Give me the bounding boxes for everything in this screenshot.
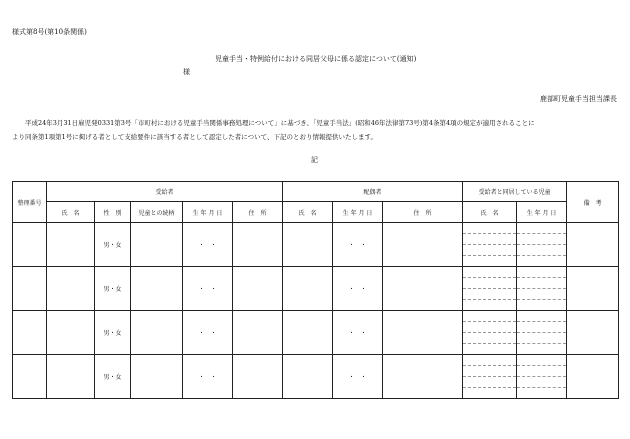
body-text-line-1: 平成24年3月31日雇児発0331第3号「市町村における児童手当関係事務処理について」に基づき、「児童手当法」(昭和46年法律第73号)第4条第4項の規定が適用されることに (25, 119, 535, 127)
child-name-cell[interactable] (463, 322, 517, 333)
recipient-sex-cell[interactable]: 男・女 (95, 355, 131, 399)
table-row (13, 311, 619, 322)
child-name-cell[interactable] (463, 355, 517, 366)
spouse-address-cell[interactable] (383, 311, 463, 355)
child-name-cell[interactable] (463, 300, 517, 311)
recipient-relation-cell[interactable] (131, 311, 183, 355)
sender-name: 鹿部町児童手当担当課長 (540, 95, 617, 103)
child-name-cell[interactable] (463, 267, 517, 278)
recipient-relation-cell[interactable] (131, 267, 183, 311)
spouse-name-cell[interactable] (283, 355, 333, 399)
child-name-cell[interactable] (463, 289, 517, 300)
child-birth-cell[interactable] (517, 256, 567, 267)
serial-cell[interactable] (13, 355, 47, 399)
form-number-label: 様式第8号(第10条関係) (12, 28, 87, 36)
child-name-cell[interactable] (463, 333, 517, 344)
recipient-name-cell[interactable] (47, 223, 95, 267)
recipient-relation-cell[interactable] (131, 355, 183, 399)
child-birth-cell[interactable] (517, 267, 567, 278)
child-name-header: 氏 名 (463, 202, 517, 223)
child-header: 受給者と同居している児童 (463, 182, 567, 202)
child-birth-cell[interactable] (517, 355, 567, 366)
child-birth-cell[interactable] (517, 333, 567, 344)
recipient-address-cell[interactable] (233, 355, 283, 399)
child-name-cell[interactable] (463, 366, 517, 377)
remarks-cell[interactable] (567, 311, 619, 355)
spouse-address-cell[interactable] (383, 355, 463, 399)
recipient-sex-cell[interactable]: 男・女 (95, 267, 131, 311)
child-name-cell[interactable] (463, 344, 517, 355)
recipient-birth-cell[interactable]: ・ ・ (183, 311, 233, 355)
child-birth-cell[interactable] (517, 366, 567, 377)
child-name-cell[interactable] (463, 377, 517, 388)
recipient-sex-cell[interactable]: 男・女 (95, 223, 131, 267)
child-name-cell[interactable] (463, 256, 517, 267)
child-birth-cell[interactable] (517, 388, 567, 399)
spouse-name-cell[interactable] (283, 223, 333, 267)
child-name-cell[interactable] (463, 388, 517, 399)
child-name-cell[interactable] (463, 234, 517, 245)
spouse-birth-header: 生 年 月 日 (333, 202, 383, 223)
child-birth-cell[interactable] (517, 278, 567, 289)
spouse-birth-cell[interactable]: ・ ・ (333, 267, 383, 311)
recipient-name-header: 氏 名 (47, 202, 95, 223)
remarks-cell[interactable] (567, 355, 619, 399)
child-birth-cell[interactable] (517, 289, 567, 300)
recipient-address-cell[interactable] (233, 311, 283, 355)
child-birth-header: 生 年 月 日 (517, 202, 567, 223)
child-name-cell[interactable] (463, 278, 517, 289)
remarks-header: 備 考 (567, 182, 619, 223)
recipient-birth-cell[interactable]: ・ ・ (183, 267, 233, 311)
recipient-address-header: 住 所 (233, 202, 283, 223)
recipient-birth-cell[interactable]: ・ ・ (183, 223, 233, 267)
child-name-cell[interactable] (463, 245, 517, 256)
child-birth-cell[interactable] (517, 344, 567, 355)
recipient-relation-cell[interactable] (131, 223, 183, 267)
remarks-cell[interactable] (567, 267, 619, 311)
recipient-birth-cell[interactable]: ・ ・ (183, 355, 233, 399)
recipient-birth-header: 生 年 月 日 (183, 202, 233, 223)
child-birth-cell[interactable] (517, 311, 567, 322)
records-table (12, 181, 619, 399)
recipient-relation-header: 児童との続柄 (131, 202, 183, 223)
spouse-name-cell[interactable] (283, 311, 333, 355)
recipient-sex-cell[interactable]: 男・女 (95, 311, 131, 355)
child-name-cell[interactable] (463, 311, 517, 322)
spouse-birth-cell[interactable]: ・ ・ (333, 223, 383, 267)
child-birth-cell[interactable] (517, 300, 567, 311)
child-birth-cell[interactable] (517, 223, 567, 234)
child-name-cell[interactable] (463, 223, 517, 234)
table-row (13, 223, 619, 234)
addressee-suffix: 様 (183, 68, 190, 76)
spouse-birth-cell[interactable]: ・ ・ (333, 355, 383, 399)
spouse-address-cell[interactable] (383, 223, 463, 267)
serial-header: 整理番号 (13, 182, 47, 223)
spouse-header: 配偶者 (283, 182, 463, 202)
spouse-birth-cell[interactable]: ・ ・ (333, 311, 383, 355)
child-birth-cell[interactable] (517, 322, 567, 333)
body-text-line-2: より同条第1項第1号に掲げる者として支給要件に該当する者として認定した者について、下記のとおり情報提供いたします。 (12, 133, 377, 141)
spouse-address-cell[interactable] (383, 267, 463, 311)
spouse-name-cell[interactable] (283, 267, 333, 311)
child-birth-cell[interactable] (517, 234, 567, 245)
remarks-cell[interactable] (567, 223, 619, 267)
recipient-sex-header: 性 別 (95, 202, 131, 223)
child-birth-cell[interactable] (517, 245, 567, 256)
serial-cell[interactable] (13, 267, 47, 311)
spouse-name-header: 氏 名 (283, 202, 333, 223)
recipient-address-cell[interactable] (233, 223, 283, 267)
serial-cell[interactable] (13, 223, 47, 267)
table-row (13, 267, 619, 278)
recipient-name-cell[interactable] (47, 267, 95, 311)
recipient-name-cell[interactable] (47, 355, 95, 399)
recipient-name-cell[interactable] (47, 311, 95, 355)
document-title: 児童手当・特例給付における同居父母に係る認定について(通知) (215, 55, 417, 63)
child-birth-cell[interactable] (517, 377, 567, 388)
recipient-header: 受給者 (47, 182, 283, 202)
serial-cell[interactable] (13, 311, 47, 355)
spouse-address-header: 住 所 (383, 202, 463, 223)
table-row (13, 355, 619, 366)
recipient-address-cell[interactable] (233, 267, 283, 311)
ki-heading: 記 (311, 156, 318, 164)
